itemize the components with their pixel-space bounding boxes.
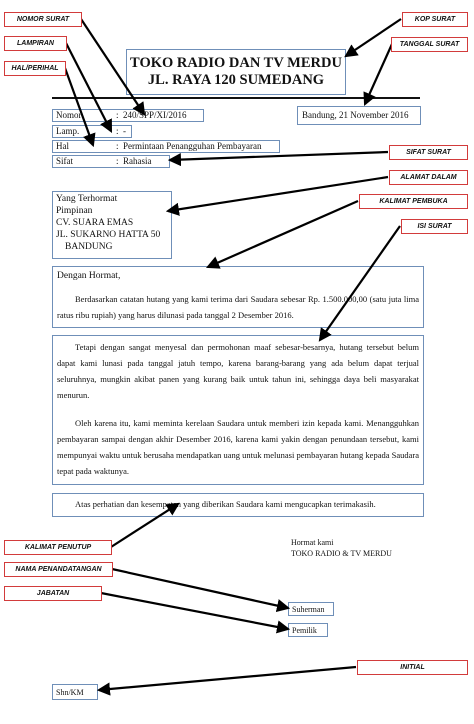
opening-salutation: Dengan Hormat,	[57, 271, 121, 281]
signer-position-box	[288, 623, 328, 637]
label-nomor-surat: NOMOR SURAT	[4, 12, 82, 27]
nomor-sep: :	[116, 110, 119, 120]
letterhead-divider	[52, 97, 420, 99]
label-tanggal-surat: TANGGAL SURAT	[391, 37, 468, 52]
hal-row	[52, 140, 280, 153]
label-sifat-surat: SIFAT SURAT	[389, 145, 468, 160]
arrow-initial	[99, 667, 356, 690]
letterhead-box	[126, 49, 346, 95]
nomor-row	[52, 109, 204, 122]
sifat-value: Rahasia	[123, 156, 152, 166]
label-kalimat-penutup: KALIMAT PENUTUP	[4, 540, 112, 555]
nomor-value: 240/SPP/XI/2016	[123, 110, 187, 120]
lampiran-row	[52, 125, 132, 138]
arrow-tanggal-surat	[365, 44, 392, 104]
signature-company: TOKO RADIO & TV MERDU	[291, 549, 392, 558]
letter-date: Bandung, 21 November 2016	[302, 110, 409, 120]
sifat-row	[52, 155, 170, 168]
label-kop-surat: KOP SURAT	[402, 12, 468, 27]
label-alamat-dalam: ALAMAT DALAM	[389, 170, 468, 185]
body-paragraph-2: Oleh karena itu, kami meminta kerelaan Saudara untuk memberi izin kepada kami. Menangguhkan pembayaran sampai dengan akhir Desember 2016, karena kami yakin dengan penundaan tersebut, kami mempunyai waktu untuk berusaha mendapatkan uang untuk melunasi pembayaran hutang kepada Saudara tepat pada waktunya.	[57, 418, 419, 476]
nomor-key: Nomor	[56, 110, 82, 120]
arrow-kalimat-pembuka	[208, 201, 358, 267]
signature-greeting: Hormat kami	[291, 538, 334, 547]
label-hal-perihal: HAL/PERIHAL	[4, 61, 66, 76]
label-nama-penandatangan: NAMA PENANDATANGAN	[4, 562, 113, 577]
letterhead-company: TOKO RADIO DAN TV MERDU	[130, 55, 342, 71]
hal-sep: :	[116, 141, 119, 151]
address-box	[52, 191, 172, 259]
arrow-alamat-dalam	[168, 177, 388, 211]
body-paragraph-1: Tetapi dengan sangat menyesal dan permohonan maaf sebesar-besarnya, hutang tersebut belum dapat kami lunasi pada tanggal jatuh tempo, karena barang-barang yang ada belum dapat terjual seluruhnya, mungkin akibat panen yang kurang baik untuk tahun ini, sehingga daya beli masyarakat menurun.	[57, 342, 419, 400]
sifat-key: Sifat	[56, 156, 73, 166]
body-box	[52, 335, 424, 485]
label-lampiran: LAMPIRAN	[4, 36, 67, 51]
signer-name: Suherman	[292, 605, 325, 614]
lampiran-value: -	[123, 126, 126, 136]
hal-value: Permintaan Penangguhan Pembayaran	[123, 141, 262, 151]
lampiran-key: Lamp.	[56, 126, 80, 136]
label-jabatan: JABATAN	[4, 586, 102, 601]
lampiran-sep: :	[116, 126, 119, 136]
label-kalimat-pembuka: KALIMAT PEMBUKA	[359, 194, 468, 209]
label-initial: INITIAL	[357, 660, 468, 675]
hal-key: Hal	[56, 141, 69, 151]
arrow-nama-penandatangan	[112, 569, 288, 608]
arrow-jabatan	[101, 593, 288, 629]
closing-box	[52, 493, 424, 517]
opening-paragraph: Berdasarkan catatan hutang yang kami terima dari Saudara sebesar Rp. 1.500.000,00 (satu juta lima ratus ribu rupiah) yang harus dilunasi pada tanggal 2 Desember 2016.	[57, 294, 419, 320]
signer-position: Pemilik	[292, 626, 317, 635]
signer-name-box	[288, 602, 334, 616]
address-line-3: CV. SUARA EMAS	[56, 218, 134, 228]
address-line-2: Pimpinan	[56, 206, 93, 216]
address-line-5: BANDUNG	[65, 242, 113, 252]
initial-text: Shn/KM	[56, 688, 84, 697]
address-line-1: Yang Terhormat	[56, 194, 118, 204]
letterhead-address: JL. RAYA 120 SUMEDANG	[147, 72, 325, 88]
label-isi-surat: ISI SURAT	[401, 219, 468, 234]
sifat-sep: :	[116, 156, 119, 166]
initial-box	[52, 684, 98, 700]
opening-box	[52, 266, 424, 328]
date-box	[297, 106, 421, 125]
closing-sentence: Atas perhatian dan kesempatan yang diberikan Saudara kami mengucapkan terimakasih.	[75, 499, 376, 509]
address-line-4: JL. SUKARNO HATTA 50	[56, 230, 161, 240]
arrow-sifat-surat	[170, 152, 388, 160]
